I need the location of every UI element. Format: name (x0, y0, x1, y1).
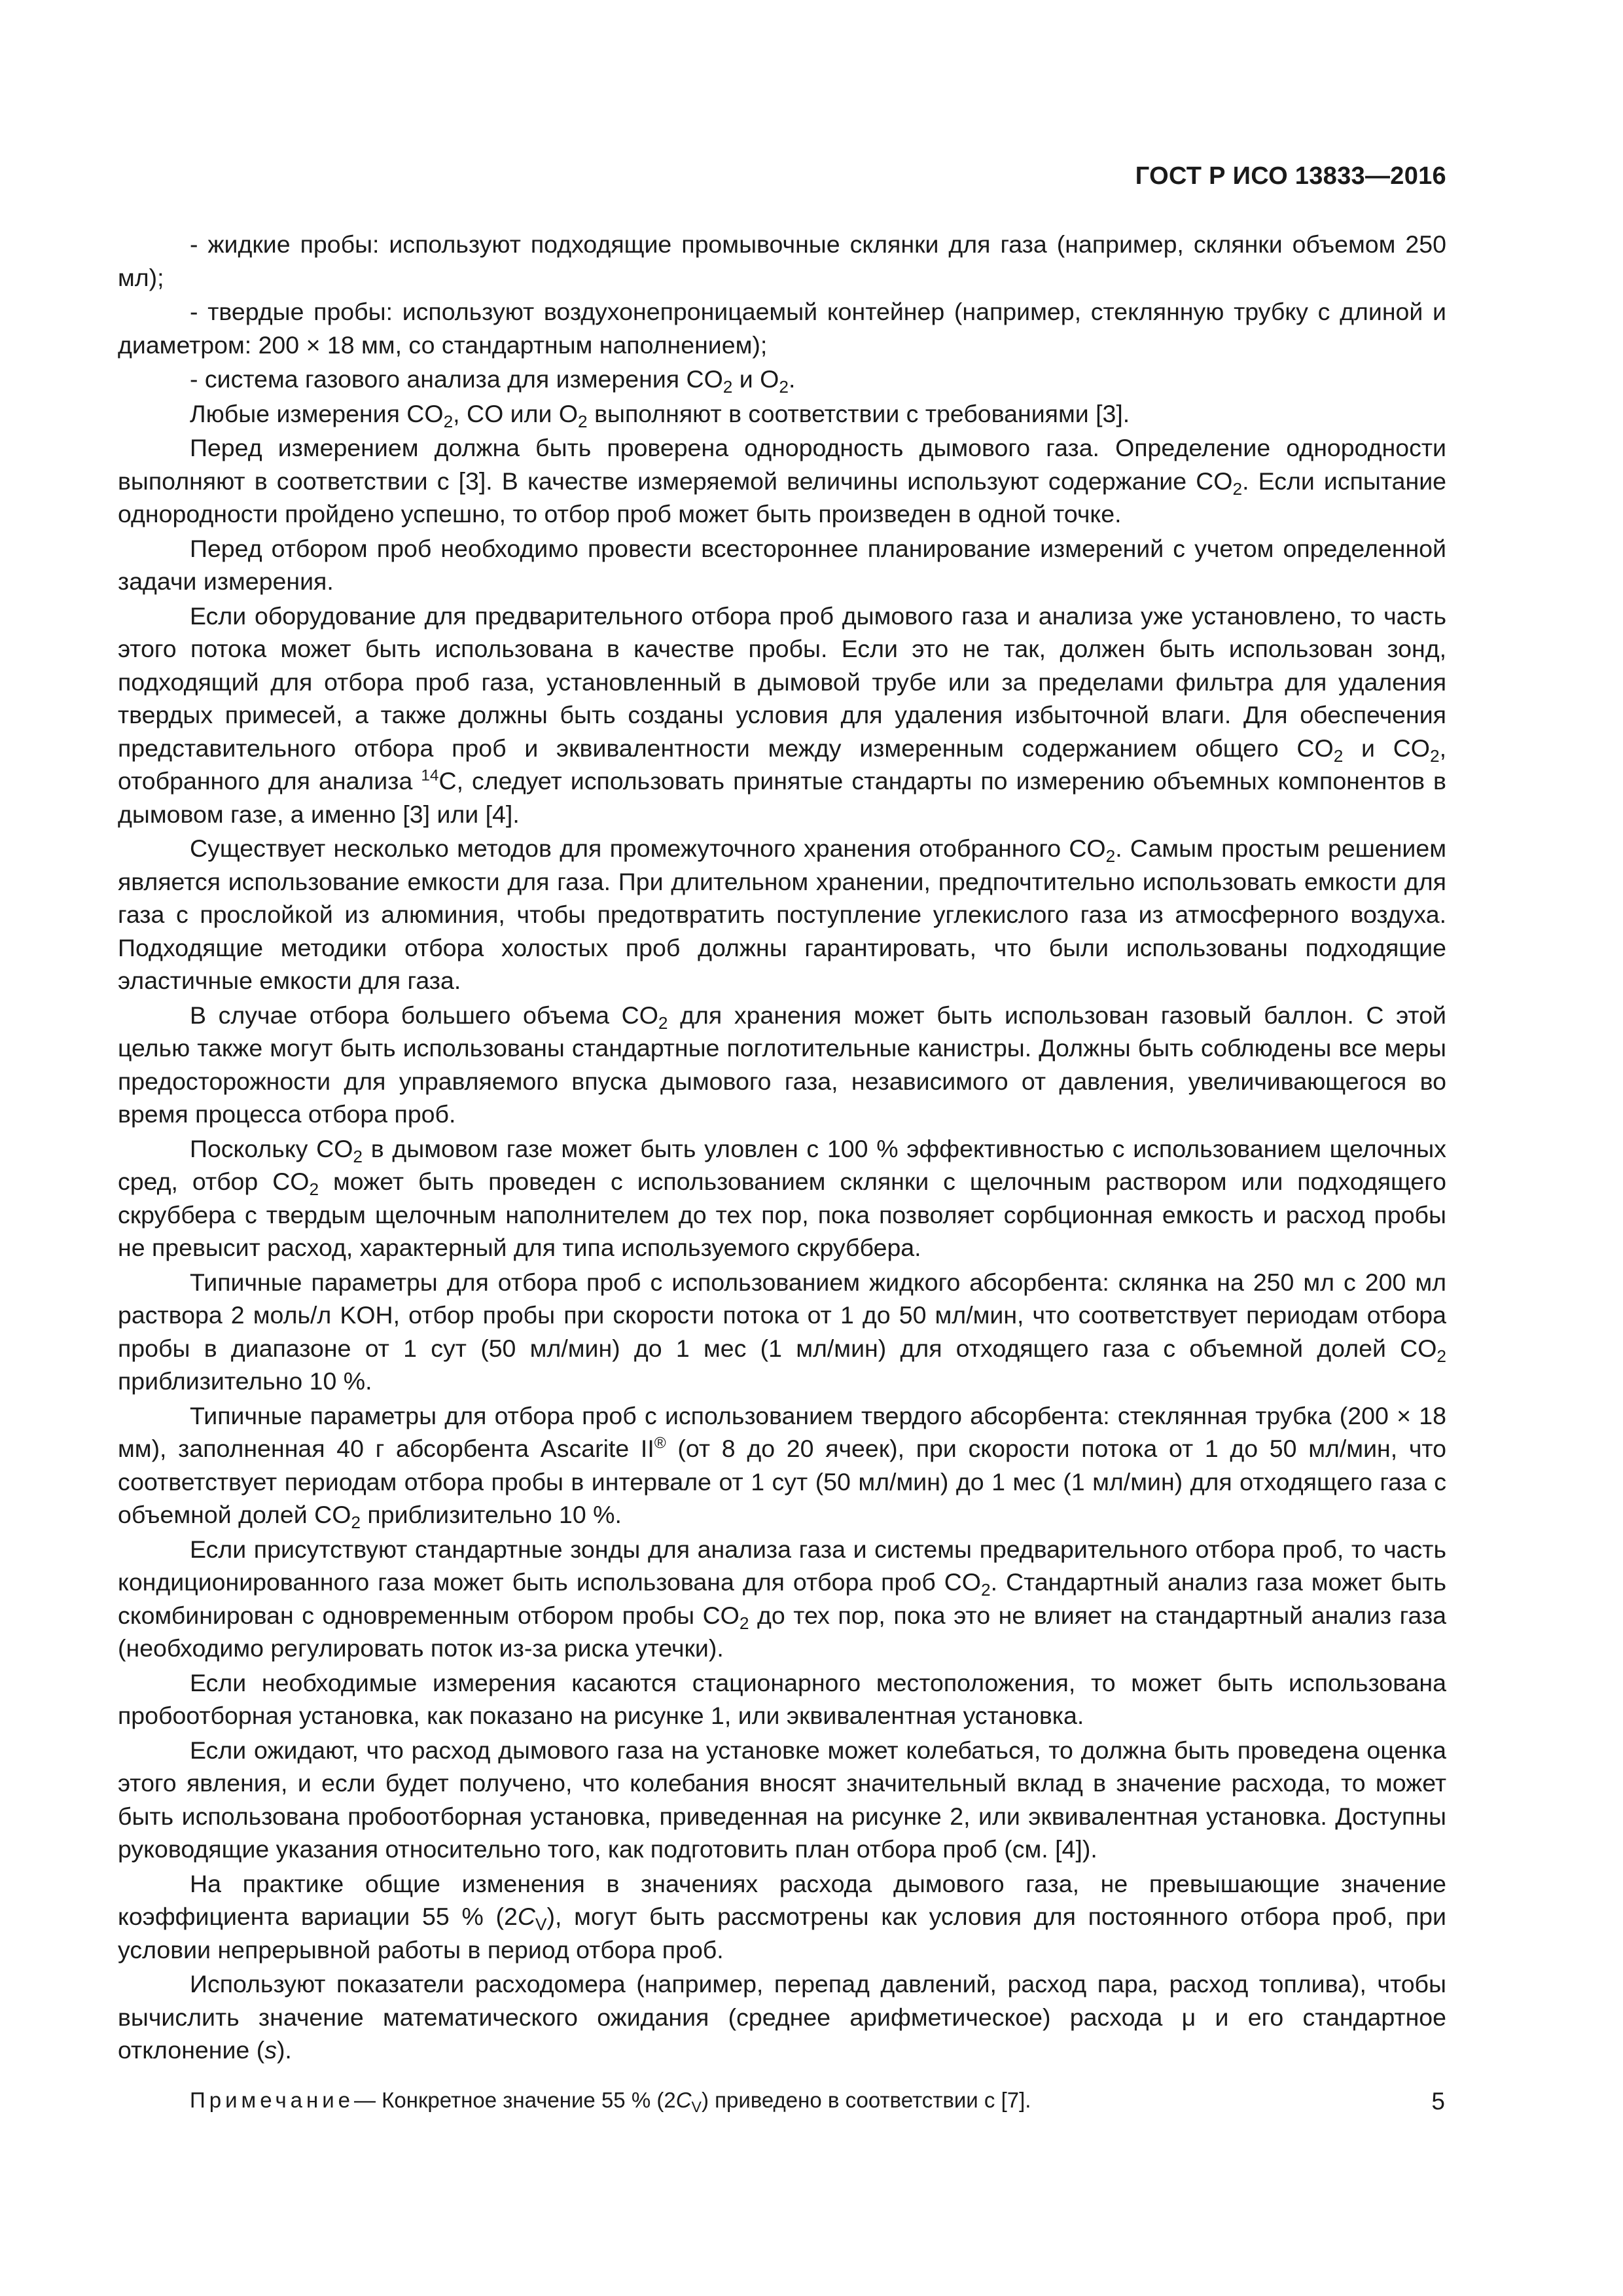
note (118, 2085, 1446, 2115)
paragraph: В случае отбора большего объема $CO_2$ для хранения может быть использован газовый баллон. С этой целью также могут быть использованы стандартные поглотительные канистры. Должны быть соблюдены все меры предосторожности для управляемого впуска дымового газа, независимого от давления, увеличивающегося во время процесса отбора проб. (118, 1001, 1446, 1128)
paragraph: На практике общие изменения в значениях расхода дымового газа, не превышающие значение коэффициента вариации 55 % $(2C_V)$, могут быть рассмотрены как условия для постоянного отбора проб, при условии непрерывной работы в период отбора проб. (118, 1869, 1446, 1964)
paragraph: Типичные параметры для отбора проб с использованием твердого абсорбента: стеклянная трубка (200 × 18 мм), заполненная 40 г абсорбента Ascarite II® (от 8 до 20 ячеек), при скорости потока от 1 до 50 мл/мин, что соответствует периодам отбора пробы в интервале от 1 сут (50 мл/мин) до 1 мес (1 мл/мин) для отходящего газа с объемной долей $CO_2$ приблизительно 10 %. (118, 1401, 1446, 1532)
paragraph: Любые измерения $CO_2$, CO или $O_2$ выполняют в соответствии с требованиями [3]. (190, 399, 1130, 431)
paragraph: Если присутствуют стандартные зонды для анализа газа и системы предварительного отбора проб, то часть кондиционированного газа может быть использована для отбора проб $CO_2$. Стандартный анализ газа может быть скомбинирован с одновременным отбором пробы $CO_2$ до тех пор, пока это не влияет на стандартный анализ газа (необходимо регулировать поток из-за риска утечки). (118, 1535, 1447, 1662)
paragraph: Если ожидают, что расход дымового газа на установке может колебаться, то должна быть проведена оценка этого явления, и если будет получено, что колебания вносят значительный вклад в значение расхода, то может быть использована пробоотборная установка, приведенная на рисунке 2, или эквивалентная установка. Доступны руководящие указания относительно того, как подготовить план отбора проб (см. [4]). (118, 1736, 1446, 1863)
paragraph: - твердые пробы: используют воздухонепроницаемый контейнер (например, стеклянную трубку с длиной и диаметром: 200 × 18 мм, со стандартным наполнением); (118, 298, 1446, 359)
paragraph: Перед отбором проб необходимо провести всестороннее планирование измерений с учетом определенной задачи измерения. (118, 534, 1446, 595)
page-number: 5 (1431, 2088, 1445, 2115)
paragraph: - жидкие пробы: используют подходящие промывочные склянки для газа (например, склянки объемом 250 мл); (118, 230, 1446, 291)
document-body (118, 228, 1446, 2117)
paragraph: Существует несколько методов для промежуточного хранения отобранного $CO_2$. Самым простым решением является использование емкости для газа. При длительном хранении, предпочтительно использовать емкости для газа с прослойкой из алюминия, чтобы предотвратить поступление углекислого газа из атмосферного воздуха. Подходящие методики отбора холостых проб должны гарантировать, что были использованы подходящие эластичные емкости для газа. (118, 834, 1447, 994)
note-label: Примечание (190, 2087, 355, 2112)
note-text: — Конкретное значение 55 % $(2C_V)$ приведено в соответствии с [7]. (354, 2087, 1031, 2115)
paragraph: Используют показатели расходомера (например, перепад давлений, расход пара, расход топлива), чтобы вычислить значение математического ожидания (среднее арифметическое) расхода μ и его стандартное отклонение (s). (118, 1970, 1446, 2064)
paragraph: - система газового анализа для измерения $CO_2$ и $O_2$. (190, 365, 796, 397)
document-code: ГОСТ Р ИСО 13833—2016 (1135, 162, 1446, 190)
paragraph: Поскольку $CO_2$ в дымовом газе может быть уловлен с 100 % эффективностью с использованием щелочных сред, отбор $CO_2$ может быть проведен с использованием склянки с щелочным раствором или подходящего скруббера с твердым щелочным наполнителем до тех пор, пока позволяет сорбционная емкость и расход пробы не превысит расход, характерный для типа используемого скруббера. (118, 1134, 1446, 1261)
paragraph: Если оборудование для предварительного отбора проб дымового газа и анализа уже установлено, то часть этого потока может быть использована в качестве пробы. Если это не так, должен быть использован зонд, подходящий для отбора проб газа, установленный в дымовой трубе или за пределами фильтра для удаления твердых примесей, а также должны быть созданы условия для удаления избыточной влаги. Для обеспечения представительного отбора проб и эквивалентности между измеренным содержанием общего $CO_2$ и $CO_2$, отобранного для анализа $^{14}$C, следует использовать принятые стандарты по измерению объемных компонентов в дымовом газе, а именно [3] или [4]. (118, 601, 1446, 828)
paragraph: Перед измерением должна быть проверена однородность дымового газа. Определение однородности выполняют в соответствии с [3]. В качестве измеряемой величины используют содержание $CO_2$. Если испытание однородности пройдено успешно, то отбор проб может быть произведен в одной точке. (118, 434, 1446, 528)
paragraph: Типичные параметры для отбора проб с использованием жидкого абсорбента: склянка на 250 мл с 200 мл раствора 2 моль/л KOH, отбор пробы при скорости потока от 1 до 50 мл/мин, что соответствует периодам отбора пробы в диапазоне от 1 сут (50 мл/мин) до 1 мес (1 мл/мин) для отходящего газа с объемной долей $CO_2$ приблизительно 10 %. (118, 1268, 1446, 1395)
paragraph: Если необходимые измерения касаются стационарного местоположения, то может быть использована пробоотборная установка, как показано на рисунке 1, или эквивалентная установка. (118, 1668, 1446, 1729)
